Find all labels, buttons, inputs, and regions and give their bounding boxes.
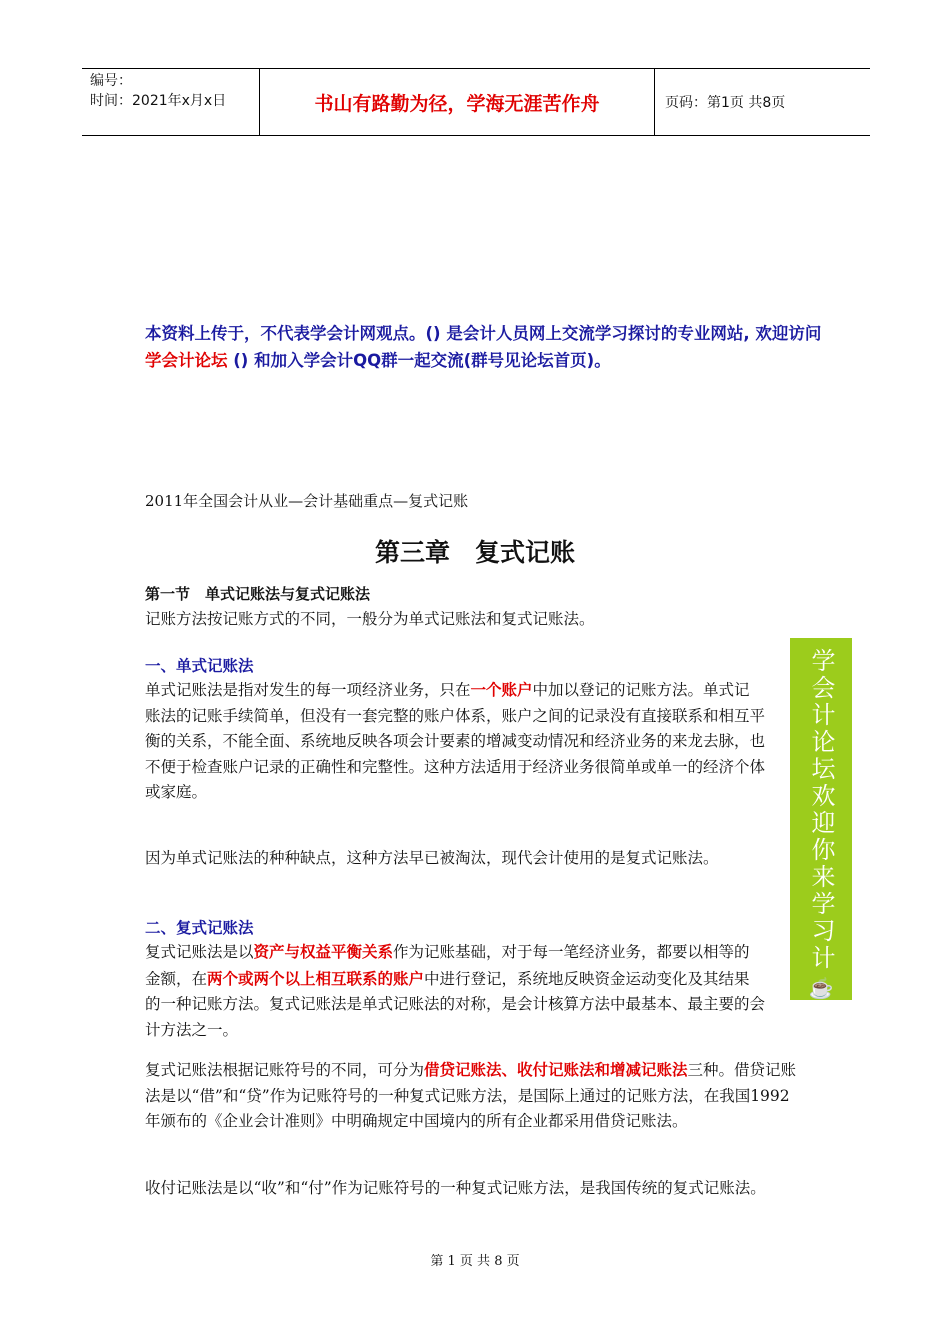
date-label: 时间：2021年x月x日 [90, 93, 227, 109]
double-text-c: 作为记账基础，对于每一笔经济业务，都要以相等的金额，在 [145, 943, 750, 988]
types-text-a: 复式记账法根据记账符号的不同，可分为 [145, 1061, 425, 1079]
coffee-cup-icon: ☕ [808, 976, 834, 1000]
doc-subtitle: 2011年全国会计从业—会计基础重点—复式记账 [145, 492, 469, 510]
single-text-c: 中加以登记的记账方法。单式记账法的记账手续简单，但没有一套完整的账户体系，账户之间的记录没有直接联系和相互平衡的关系，不能全面、系统地反映各项会计要素的增减变动情况和经济业务的来龙去脉，也不便于检查账户记录的正确性和完整性。这种方法适用于经济业务很简单或单一的经济个体或家庭。 [145, 681, 766, 801]
heading-double-entry: 二、复式记账法 [145, 919, 254, 937]
intro-paragraph: 记账方法按记账方式的不同，一般分为单式记账法和复式记账法。 [145, 610, 595, 628]
notice [145, 320, 825, 374]
single-text-a: 单式记账法是指对发生的每一项经济业务，只在 [145, 681, 471, 699]
double-entry-paragraph [145, 939, 765, 1043]
notice-text-1: 本资料上传于，不代表学会计网观点。() 是会计人员网上交流学习探讨的专业网站, 欢迎访问 [145, 324, 822, 343]
single-highlight: 一个账户 [470, 680, 533, 699]
double-text-e: 中进行登记，系统地反映资金运动变化及其结果的一种记账方法。复式记账法是单式记账法的对称，是会计核算方法中最基本、最主要的会计方法之一。 [145, 969, 766, 1039]
heading-single-entry: 一、单式记账法 [145, 657, 254, 675]
shoufu-paragraph: 收付记账法是以“收”和“付”作为记账符号的一种复式记账方法，是我国传统的复式记账法。 [145, 1179, 766, 1197]
forum-link[interactable]: 学会计论坛 [145, 351, 228, 370]
double-highlight-1: 资产与权益平衡关系 [253, 942, 394, 961]
notice-text-2: () 和加入学会计QQ群一起交流(群号见论坛首页)。 [227, 351, 611, 370]
types-text-c: 三种。借贷记账法是以“借”和“贷”作为记账符号的一种复式记账方法，是国际上通过的记账方法，在我国1992年颁布的《企业会计准则》中明确规定中国境内的所有企业都采用借贷记账法。 [145, 1061, 797, 1130]
page-label: 页码：第1页 共8页 [665, 95, 786, 111]
section-title: 第一节 单式记账法与复式记账法 [145, 585, 371, 603]
single-entry-paragraph [145, 677, 765, 806]
motto: 书山有路勤为径，学海无涯苦作舟 [260, 69, 655, 135]
header-left-cell [82, 69, 260, 135]
forum-banner[interactable] [790, 638, 852, 1000]
header-table [82, 68, 870, 136]
banner-text: 学会计论坛欢迎你来学习计 [807, 648, 835, 972]
types-highlight: 借贷记账法、收付记账法和增减记账法 [424, 1060, 688, 1079]
double-highlight-2: 两个或两个以上相互联系的账户 [207, 968, 425, 988]
number-label: 编号： [90, 73, 132, 89]
chapter-title: 第三章 复式记账 [374, 538, 575, 567]
types-paragraph [145, 1057, 805, 1135]
single-entry-paragraph-2: 因为单式记账法的种种缺点，这种方法早已被淘汰，现代会计使用的是复式记账法。 [145, 849, 719, 867]
double-text-a: 复式记账法是以 [145, 943, 254, 961]
page-footer: 第 1 页 共 8 页 [430, 1254, 520, 1269]
